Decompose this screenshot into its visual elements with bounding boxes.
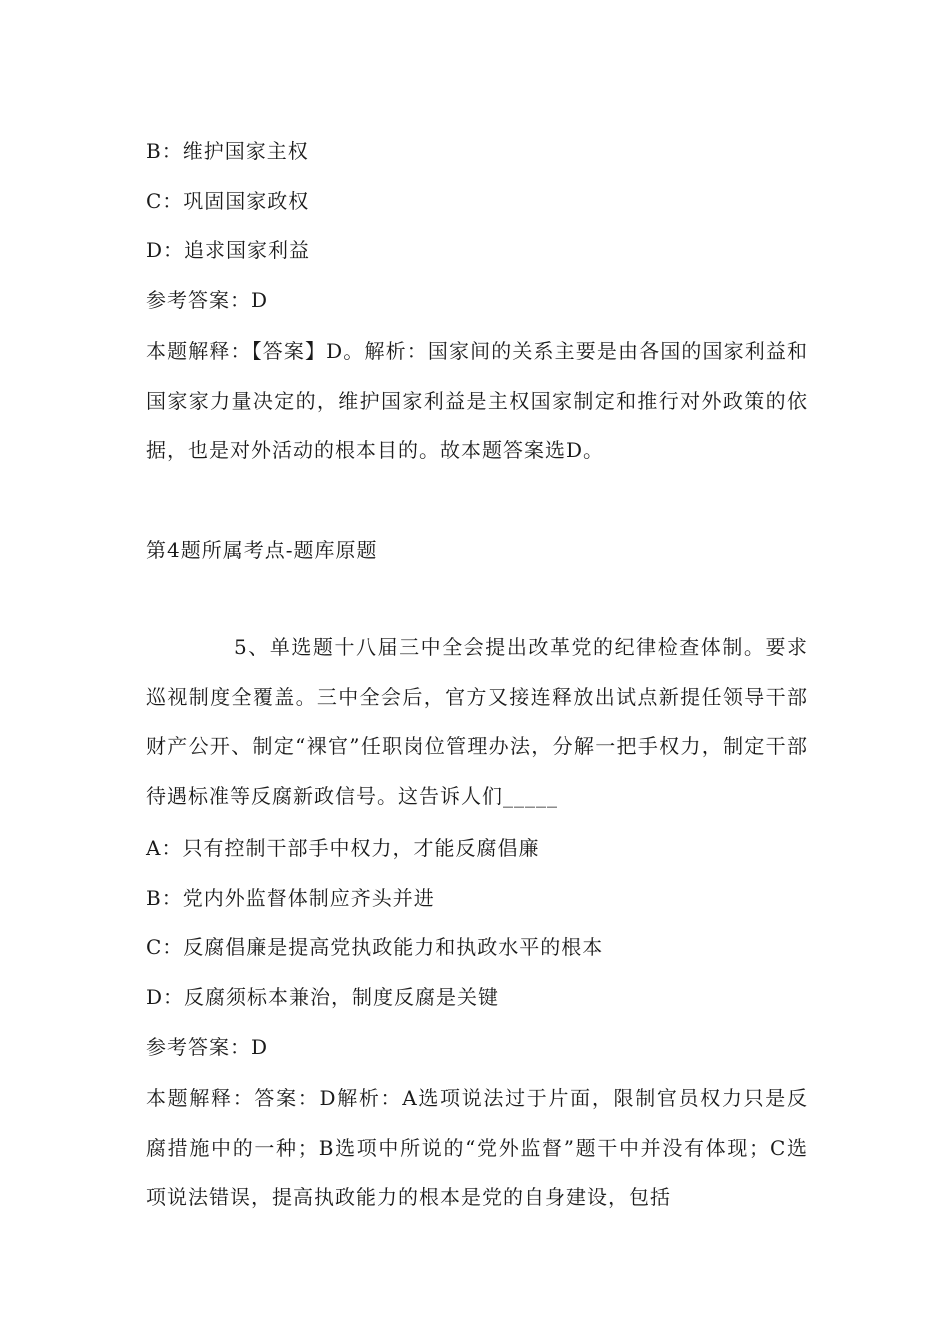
q4-option-c: C：巩固国家政权: [146, 189, 310, 213]
q4-option-d: D：追求国家利益: [146, 238, 311, 262]
q5-stem: 5、单选题十八届三中全会提出改革党的纪律检查体制。要求巡视制度全覆盖。三中全会后，官方又接连释放出试点新提任领导干部财产公开、制定“裸官”任职岗位管理办法，分解一把手权力，制定干部待遇标准等反腐新政信号。这告诉人们_____: [146, 635, 808, 808]
q5-option-a: A：只有控制干部手中权力，才能反腐倡廉: [146, 836, 540, 860]
q4-topic: 第4题所属考点-题库原题: [146, 538, 378, 562]
q5-explanation: 本题解释：答案：D解析：A选项说法过于片面，限制官员权力只是反腐措施中的一种；B选项中所说的“党外监督”题干中并没有体现；C选项说法错误，提高执政能力的根本是党的自身建设，包括: [146, 1086, 808, 1209]
q4-explanation: 本题解释：【答案】D。解析：国家间的关系主要是由各国的国家利益和国家家力量决定的，维护国家利益是主权国家制定和推行对外政策的依据，也是对外活动的根本目的。故本题答案选D。: [146, 339, 808, 462]
q4-answer: 参考答案：D: [146, 288, 269, 312]
q5-option-b: B：党内外监督体制应齐头并进: [146, 886, 435, 910]
q4-option-b: B：维护国家主权: [146, 139, 309, 163]
q5-answer: 参考答案：D: [146, 1035, 269, 1059]
q5-option-d: D：反腐须标本兼治，制度反腐是关键: [146, 985, 500, 1009]
q5-option-c: C：反腐倡廉是提高党执政能力和执政水平的根本: [146, 935, 604, 959]
